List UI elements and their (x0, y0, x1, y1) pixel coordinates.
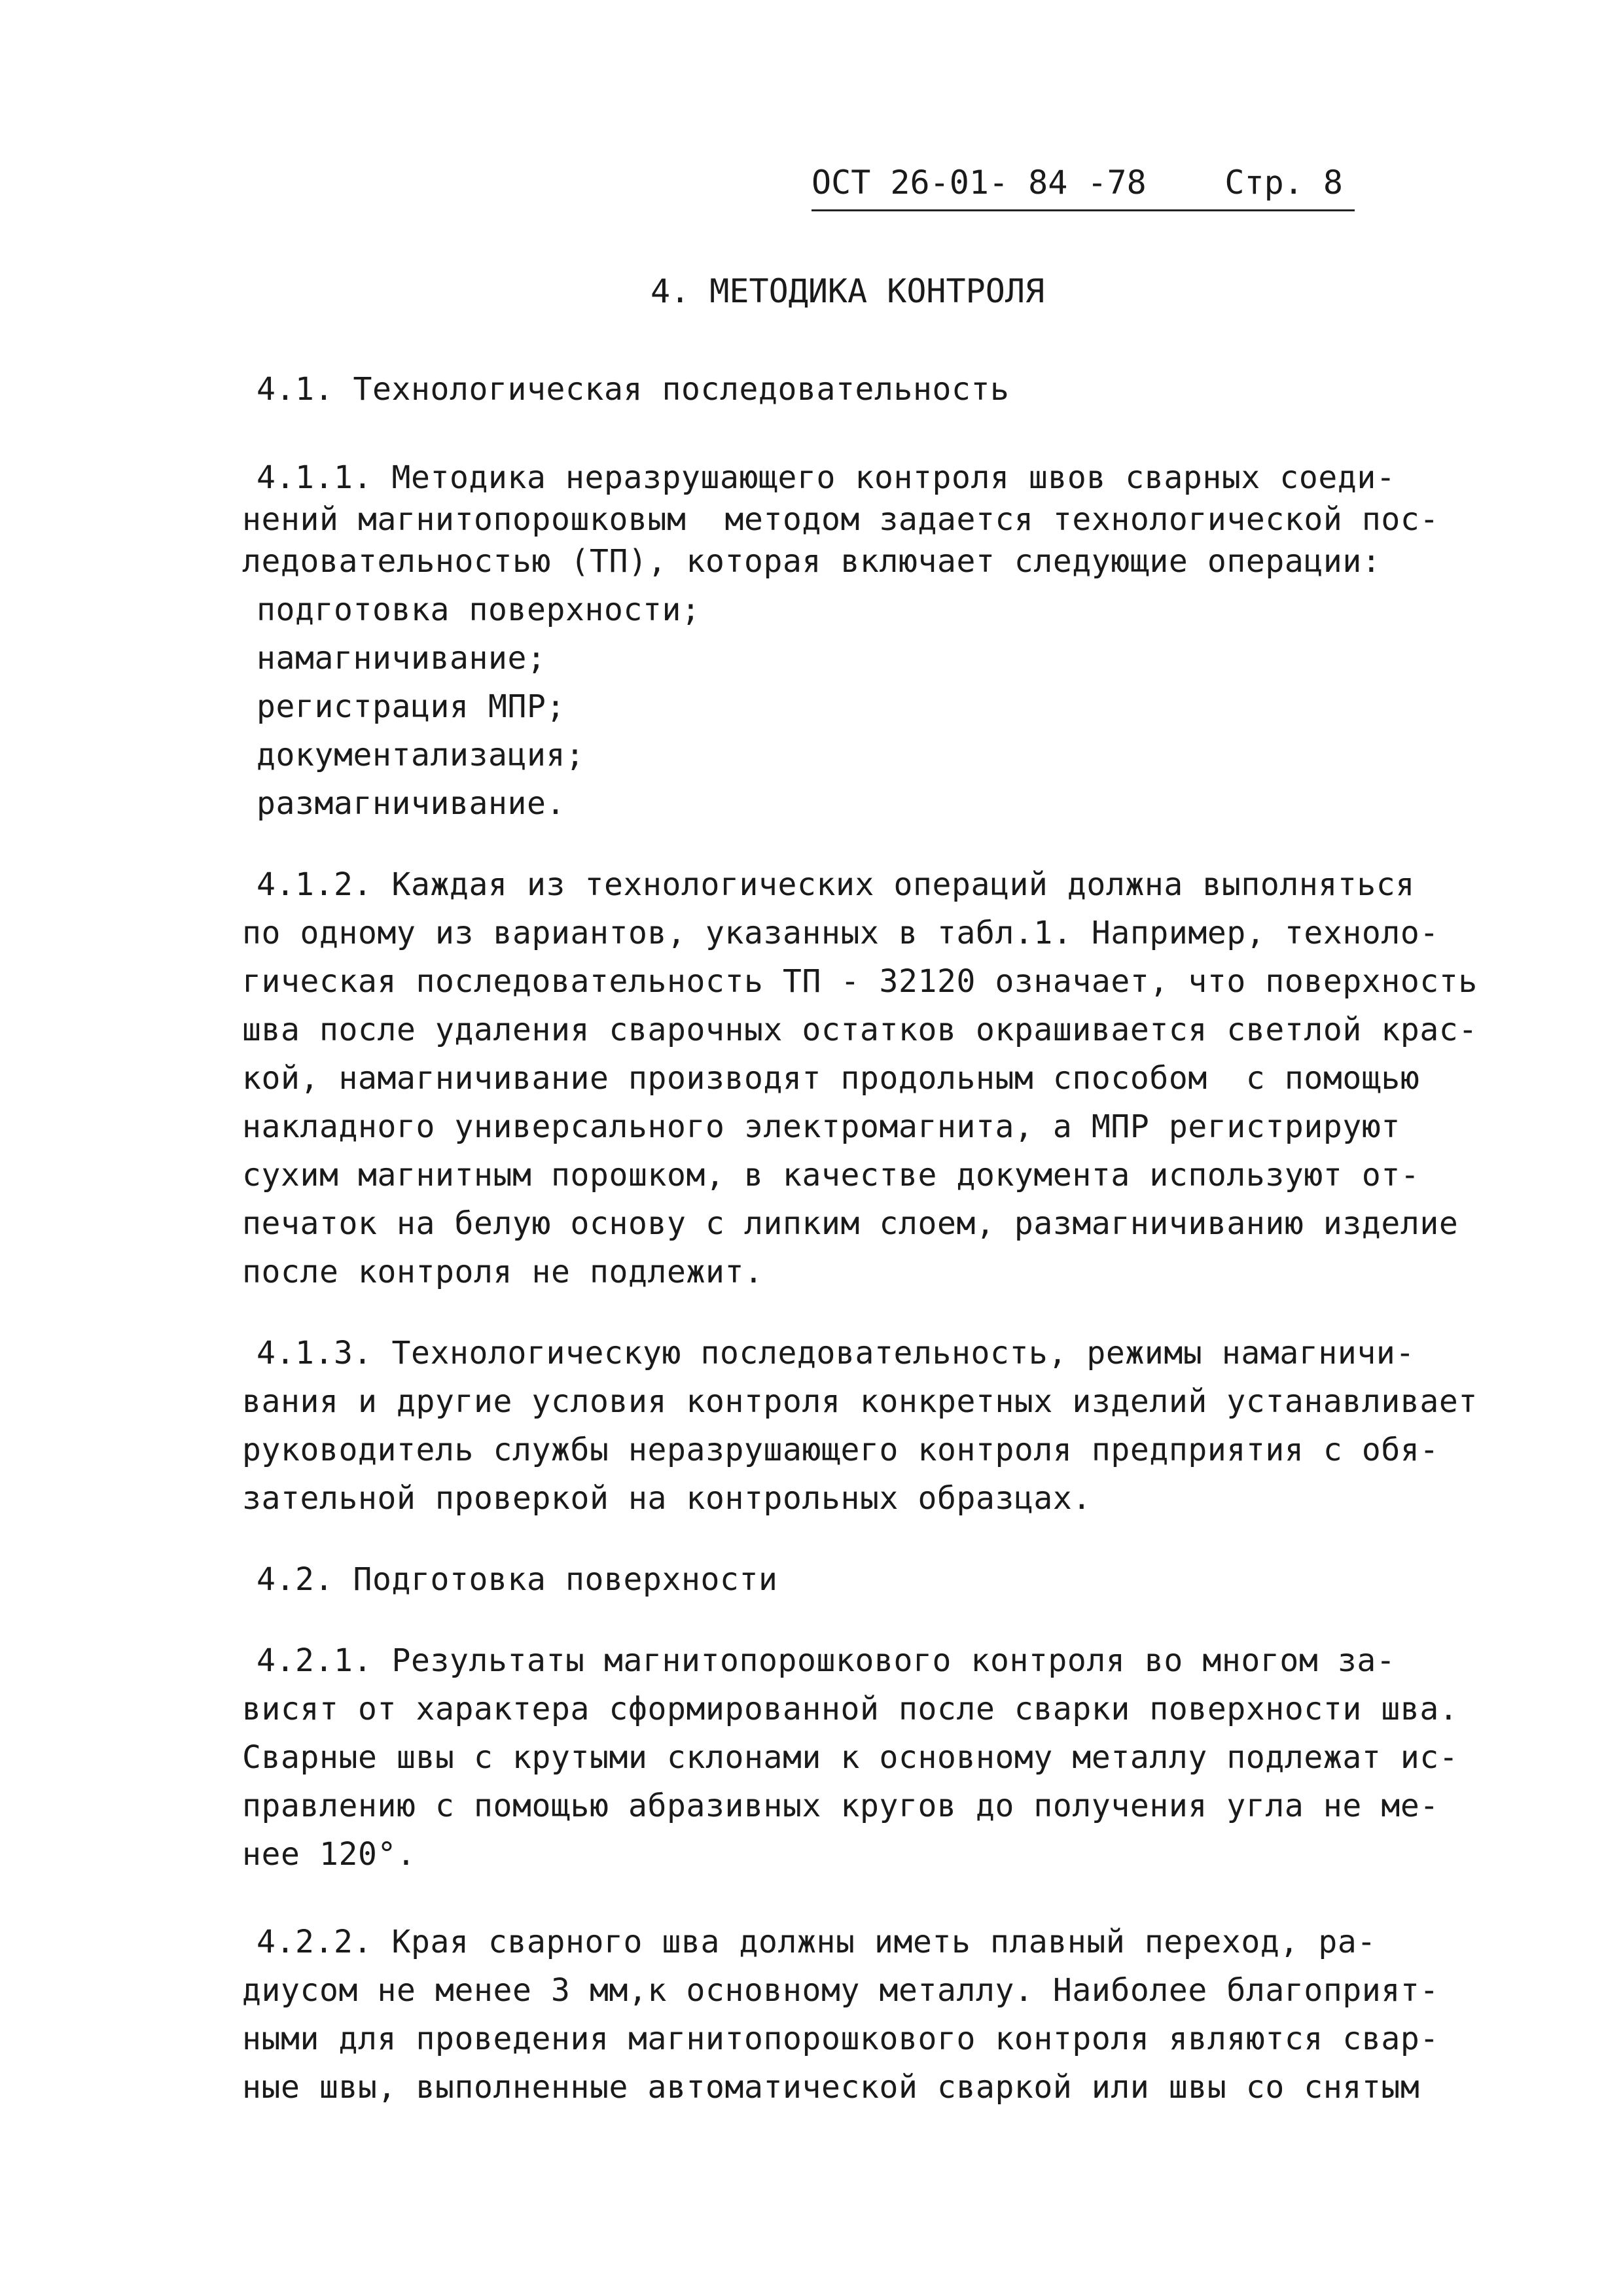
page-number: Стр. 8 (1224, 164, 1343, 202)
paragraph-line: 4.1.1. Методика неразрушающего контроля швов сварных соеди- (257, 459, 1396, 496)
section-heading: 4. МЕТОДИКА КОНТРОЛЯ (651, 272, 1045, 310)
paragraph-line: нений магнитопорошковым методом задается технологической пос- (242, 501, 1439, 538)
subsection-heading: 4.1. Технологическая последовательность (257, 371, 1010, 408)
paragraph-line: печаток на белую основу с липким слоем, размагничиванию изделие (242, 1205, 1459, 1242)
paragraph-line: гическая последовательность ТП - 32120 означает, что поверхность (242, 963, 1478, 1000)
paragraph-line: вания и другие условия контроля конкретных изделий устанавливает (242, 1383, 1478, 1420)
paragraph-line: висят от характера сформированной после сварки поверхности шва. (242, 1691, 1459, 1727)
list-item: документализация; (257, 737, 585, 773)
paragraph-line: кой, намагничивание производят продольным способом с помощью (242, 1060, 1420, 1097)
paragraph-line: 4.1.2. Каждая из технологических операций должна выполняться (257, 866, 1415, 903)
paragraph-line: шва после удаления сварочных остатков окрашивается светлой крас- (242, 1012, 1478, 1048)
paragraph-line: после контроля не подлежит. (242, 1254, 764, 1290)
paragraph-line: руководитель службы неразрушающего контроля предприятия с обя- (242, 1432, 1439, 1468)
paragraph-line: ледовательностью (ТП), которая включает следующие операции: (242, 543, 1382, 580)
paragraph-line: нее 120°. (242, 1836, 416, 1873)
paragraph-line: правлению с помощью абразивных кругов до получения угла не ме- (242, 1788, 1439, 1824)
paragraph-line: 4.1.3. Технологическую последовательность, режимы намагничи- (257, 1335, 1415, 1371)
paragraph-line: Сварные швы с крутыми склонами к основному металлу подлежат ис- (242, 1739, 1459, 1776)
paragraph-line: по одному из вариантов, указанных в табл.1. Например, техноло- (242, 915, 1439, 951)
paragraph-line: 4.2.2. Края сварного шва должны иметь плавный переход, ра- (257, 1924, 1376, 1960)
paragraph-line: ные швы, выполненные автоматической сваркой или швы со снятым (242, 2069, 1420, 2106)
list-item: размагничивание. (257, 785, 565, 822)
paragraph-line: накладного универсального электромагнита, а МПР регистрируют (242, 1108, 1400, 1145)
paragraph-line: диусом не менее 3 мм,к основному металлу. Наиболее благоприят- (242, 1972, 1439, 2009)
subsection-heading: 4.2. Подготовка поверхности (257, 1561, 778, 1598)
page-header (812, 156, 1355, 211)
paragraph-line: зательной проверкой на контрольных образцах. (242, 1480, 1092, 1517)
paragraph-line: сухим магнитным порошком, в качестве документа используют от- (242, 1157, 1420, 1193)
list-item: регистрация МПР; (257, 688, 565, 725)
document-code: ОСТ 26-01- 84 -78 (812, 164, 1147, 202)
list-item: подготовка поверхности; (257, 592, 701, 628)
paragraph-line: 4.2.1. Результаты магнитопорошкового контроля во многом за- (257, 1642, 1396, 1679)
list-item: намагничивание; (257, 640, 546, 677)
paragraph-line: ными для проведения магнитопорошкового контроля являются свар- (242, 2021, 1439, 2057)
